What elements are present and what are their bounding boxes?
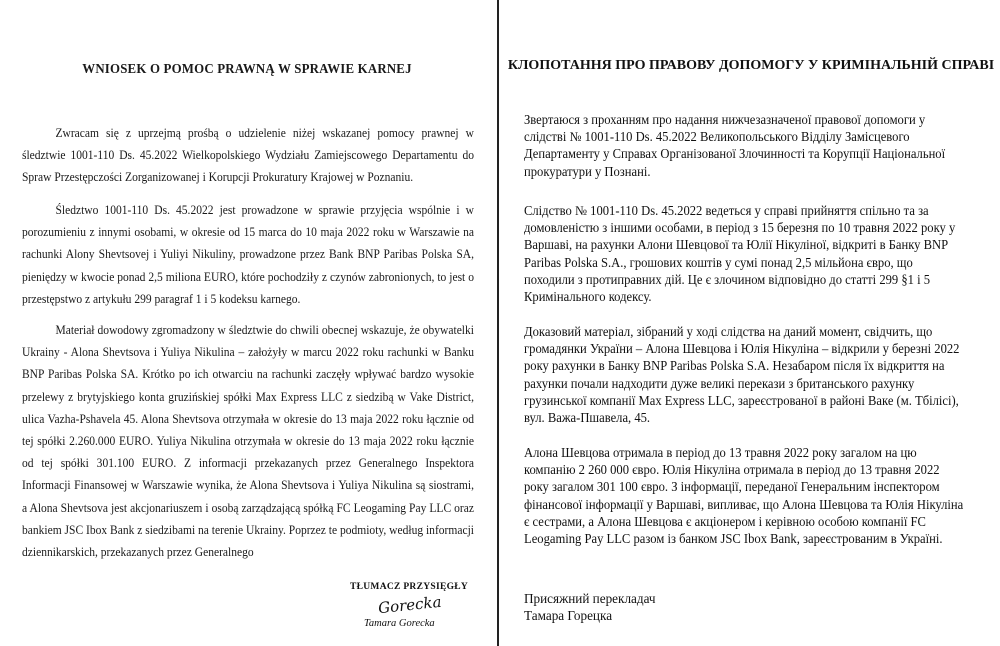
translator-heading: TŁUMACZ PRZYSIĘGŁY bbox=[350, 582, 469, 592]
signature-name: Тамара Горецка bbox=[524, 608, 613, 624]
polish-paragraph-3: Materiał dowodowy zgromadzony w śledztwie do chwili obecnej wskazuje, że obywatelki Ukrainy - Alona Shevtsova i Yuliya Nikulina – założyły w marcu 2022 roku rachunki w Banku BNP Paribas Polska SA. Krótko po ich otwarciu na rachunki zaczęły wpływać bardzo wysokie przelewy z brytyjskiego konta gruzińskiej spółki Max Express LLC z siedzibą w Vake District, ulica Vazha-Pshavela 45. Alona Shevtsova otrzymała w okresie do 13 maja 2022 roku łącznie od tej spółki 2.260.000 EURO. Yuliya Nikulina otrzymała w okresie do 13 maja 2022 roku łącznie od tej spółki 301.100 EURO. Z informacji przekazanych przez Generalnego Inspektora Informacji Finansowej w Warszawie wynika, że Alona Shevtsova i Yuliya Nikulina są siostrami, a Alona Shevtsova jest akcjonariuszem i osobą zarządzającą spółką FC Leogaming Pay LLC oraz bankiem JSC Ibox Bank z siedzibami na terenie Ukrainy. Poprzez te podmioty, według informacji dziennikarskich, przekazanych przez Generalnego bbox=[22, 323, 474, 560]
ukrainian-document-page bbox=[502, 0, 1000, 646]
polish-paragraph-2: Śledztwo 1001-110 Ds. 45.2022 jest prowadzone w sprawie przyjęcia wspólnie i w porozumieniu z innymi osobami, w okresie od 15 marca do 10 maja 2022 roku w Warszawie na rachunki Alony Shevtsovej i Yuliyi Nikuliny, prowadzone przez Bank BNP Paribas Polska SA, pieniędzy w kwocie ponad 2,5 miliona EURO, które pochodziły z czynów zabronionych, to jest o przestępstwo z artykułu 299 paragraf 1 i 5 kodeksu karnego. bbox=[22, 203, 474, 306]
ukrainian-title: КЛОПОТАННЯ ПРО ПРАВОВУ ДОПОМОГУ У КРИМІНАЛЬНІЙ СПРАВІ bbox=[507, 58, 995, 73]
translator-signature: Gorecka bbox=[377, 592, 443, 618]
ukrainian-paragraph-3: Доказовий матеріал, зібраний у ході слідства на даний момент, свідчить, що громадянки України – Алона Шевцова і Юлія Нікуліна – відкрили у березні 2022 року рахунки в Банку BNP Paribas Polska S.A. Незабаром після їх відкриття на рахунки почали надходити дуже великі перекази з британського рахунку грузинської компанії Max Express LLC, зареєстрованої в районі Ваке (м. Тбілісі), вул. Важа-Пшавела, 45. bbox=[524, 324, 960, 426]
sworn-translator-stamp bbox=[350, 582, 490, 642]
ukrainian-signature-block bbox=[524, 590, 656, 624]
translator-name: Tamara Gorecka bbox=[364, 618, 435, 629]
ukrainian-paragraph-4: Алона Шевцова отримала в період до 13 травня 2022 року загалом на цю компанію 2 260 000 євро. Юлія Нікуліна отримала в період до 13 травня 2022 року загалом 301 100 євро. З інформації, переданої Генеральним інспектором фінансової інформації у Варшаві, випливає, що Алона Шевцова та Юлія Нікуліна є сестрами, а Алона Шевцова є акціонером і керівною особою компанії FC Leogaming Pay LLC разом із банком JSC Ibox Bank, зареєстрованим в Україні. bbox=[524, 445, 964, 547]
polish-paragraph-1: Zwracam się z uprzejmą prośbą o udzielenie niżej wskazanej pomocy prawnej w śledztwie 1001-110 Ds. 45.2022 Wielkopolskiego Wydziału Zamiejscowego Departamentu do Spraw Przestępczości Zorganizowanej i Korupcji Prokuratury Krajowej w Poznaniu. bbox=[22, 126, 474, 185]
ukrainian-paragraph-2: Слідство № 1001-110 Ds. 45.2022 ведеться у справі прийняття спільно та за домовленістю з іншими особами, в період з 15 березня по 10 травня 2022 року у Варшаві, на рахунки Алони Шевцової та Юлії Нікуліної, відкриті в Банку BNP Paribas Polska S.A., грошових коштів у сумі понад 2,5 мільйона євро, що походили з протиправних дій. Це є злочином відповідно до статті 299 §1 і 5 Кримінального кодексу. bbox=[524, 203, 956, 305]
polish-document-page bbox=[0, 0, 494, 646]
polish-title: WNIOSEK O POMOC PRAWNĄ W SPRAWIE KARNEJ bbox=[82, 62, 412, 77]
ukrainian-paragraph-1: Звертаюся з проханням про надання нижчезазначеної правової допомоги у слідстві № 1001-110 Ds. 45.2022 Великопольського Відділу Замісцевого Департаменту у Справах Організованої Злочинності та Корупції Національної прокуратури у Познані. bbox=[524, 112, 946, 179]
signature-role: Присяжний перекладач bbox=[524, 591, 656, 606]
page-divider bbox=[497, 0, 499, 646]
